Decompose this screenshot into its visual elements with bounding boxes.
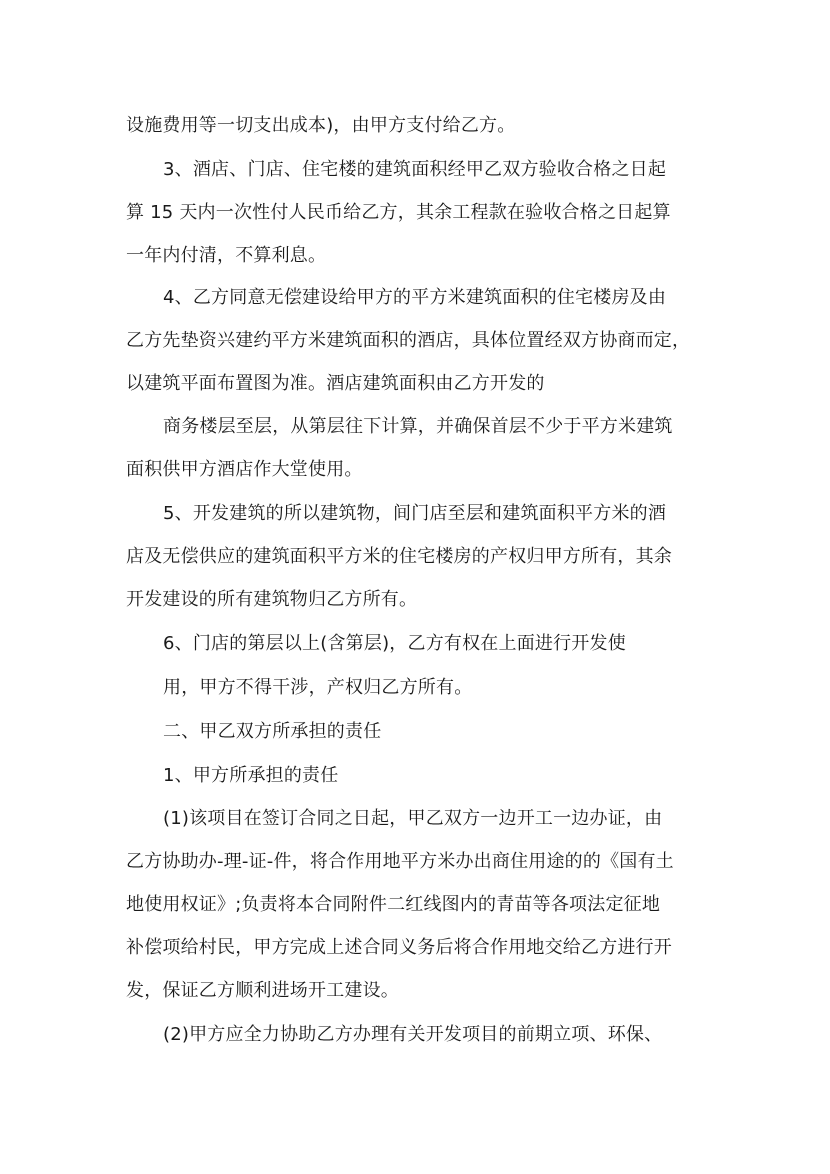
text-line: 设施费用等一切支出成本)，由甲方支付给乙方。 xyxy=(126,115,516,136)
text-line: 乙方协助办-理-证-件，将合作用地平方米办出商住用途的的《国有土 xyxy=(126,851,674,872)
text-line: 地使用权证》;负责将本合同附件二红线图内的青苗等各项法定征地 xyxy=(126,894,661,915)
text-line: 4、乙方同意无偿建设给甲方的平方米建筑面积的住宅楼房及由 xyxy=(163,287,667,308)
text-line: 算 15 天内一次性付人民币给乙方，其余工程款在验收合格之日起算 xyxy=(126,202,671,223)
text-line: (2)甲方应全力协助乙方办理有关开发项目的前期立项、环保、 xyxy=(163,1024,663,1045)
text-line: 3、酒店、门店、住宅楼的建筑面积经甲乙双方验收合格之日起 xyxy=(163,159,667,180)
subsection-heading: 1、甲方所承担的责任 xyxy=(163,765,339,786)
section-heading: 二、甲乙双方所承担的责任 xyxy=(163,721,382,742)
text-line: 一年内付清，不算利息。 xyxy=(126,245,327,266)
text-line: (1)该项目在签订合同之日起，甲乙双方一边开工一边办证，由 xyxy=(163,808,663,829)
text-line: 商务楼层至层，从第层往下计算，并确保首层不少于平方米建筑 xyxy=(163,416,673,437)
text-line: 6、门店的第层以上(含第层)，乙方有权在上面进行开发使 xyxy=(163,633,626,654)
text-line: 开发建设的所有建筑物归乙方所有。 xyxy=(126,589,418,610)
text-line: 用，甲方不得干涉，产权归乙方所有。 xyxy=(163,677,473,698)
text-line: 店及无偿供应的建筑面积平方米的住宅楼房的产权归甲方所有，其余 xyxy=(126,546,672,567)
text-line: 面积供甲方酒店作大堂使用。 xyxy=(126,459,363,480)
text-line: 乙方先垫资兴建约平方米建筑面积的酒店，具体位置经双方协商而定， xyxy=(126,330,691,351)
text-line: 补偿项给村民，甲方完成上述合同义务后将合作用地交给乙方进行开 xyxy=(126,937,672,958)
text-line: 以建筑平面布置图为准。酒店建筑面积由乙方开发的 xyxy=(126,373,545,394)
text-line: 5、开发建筑的所以建筑物，间门店至层和建筑面积平方米的酒 xyxy=(163,503,667,524)
watermark: ​ xyxy=(267,451,333,534)
text-line: 发，保证乙方顺利进场开工建设。 xyxy=(126,980,399,1001)
